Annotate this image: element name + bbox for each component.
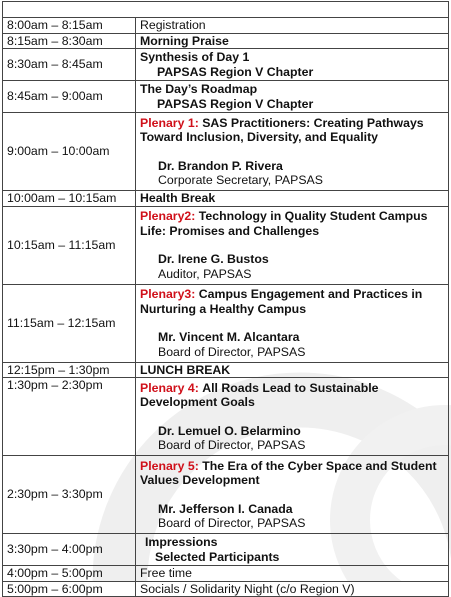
speaker-name: Mr. Vincent M. Alcantara xyxy=(158,330,300,344)
activity-cell xyxy=(136,81,449,113)
speaker-role: Board of Director, PAPSAS xyxy=(158,438,306,452)
schedule-row xyxy=(3,378,449,456)
time-cell: 8:15am – 8:30am xyxy=(3,33,136,49)
plenary-label: Plenary 4: xyxy=(140,380,199,395)
plenary-title: SAS Practitioners: Creating Pathways Toward Inclusion, Diversity, and Equality xyxy=(140,115,424,144)
time-cell: 11:15am – 12:15am xyxy=(3,284,136,362)
day-header: Day 2: June 19, 2025 (Thursday) xyxy=(3,2,449,18)
time-cell: 2:30pm – 3:30pm xyxy=(3,456,136,534)
plenary-title: Technology in Quality Student Campus Life: Promises and Challenges xyxy=(140,209,428,238)
activity-sub: Selected Participants xyxy=(155,549,280,564)
activity-cell: Socials / Solidarity Night (c/o Region V) xyxy=(136,581,449,597)
speaker-role: Board of Director, PAPSAS xyxy=(158,344,306,359)
activity-cell xyxy=(136,456,449,534)
plenary-label: Plenary 5: xyxy=(140,458,199,473)
schedule-row xyxy=(3,33,449,49)
time-cell: 9:00am – 10:00am xyxy=(3,113,136,191)
speaker-name: Dr. Brandon P. Rivera xyxy=(158,158,283,173)
plenary-label: Plenary2: xyxy=(140,209,196,223)
plenary-title: Campus Engagement and Practices in Nurturing a Healthy Campus xyxy=(140,287,423,316)
speaker-role: Corporate Secretary, PAPSAS xyxy=(158,173,323,187)
activity-cell xyxy=(136,378,449,456)
schedule-row xyxy=(3,456,449,534)
schedule-row xyxy=(3,191,449,207)
schedule-row xyxy=(3,18,449,34)
speaker-name: Dr. Irene G. Bustos xyxy=(158,252,269,266)
schedule-row xyxy=(3,81,449,113)
time-cell: 8:45am – 9:00am xyxy=(3,81,136,113)
activity-title: The Day’s Roadmap xyxy=(140,82,258,96)
schedule-row xyxy=(3,566,449,582)
plenary-label: Plenary 1: xyxy=(140,115,199,130)
time-cell: 1:30pm – 2:30pm xyxy=(3,378,136,456)
schedule-row xyxy=(3,113,449,191)
speaker-role: Auditor, PAPSAS xyxy=(158,266,252,281)
activity-title: Synthesis of Day 1 xyxy=(140,50,250,64)
activity-sub: PAPSAS Region V Chapter xyxy=(157,96,314,111)
schedule-row xyxy=(3,534,449,566)
time-cell: 12:15pm – 1:30pm xyxy=(3,362,136,378)
schedule-row xyxy=(3,362,449,378)
time-cell: 5:00pm – 6:00pm xyxy=(3,581,136,597)
time-cell: 3:30pm – 4:00pm xyxy=(3,534,136,566)
plenary-title: The Era of the Cyber Space and Student Values Development xyxy=(140,458,437,487)
time-cell: 8:30am – 8:45am xyxy=(3,49,136,81)
activity-cell: Registration xyxy=(136,18,449,34)
speaker-name: Mr. Jefferson I. Canada xyxy=(158,501,293,516)
activity-cell: LUNCH BREAK xyxy=(136,362,449,378)
plenary-title: All Roads Lead to Sustainable Development Goals xyxy=(140,380,379,409)
activity-cell xyxy=(136,284,449,362)
activity-cell: Morning Praise xyxy=(136,33,449,49)
schedule-row xyxy=(3,49,449,81)
activity-cell xyxy=(136,206,449,284)
plenary-label: Plenary3: xyxy=(140,287,196,301)
schedule-table xyxy=(2,1,449,597)
schedule-row xyxy=(3,206,449,284)
speaker-role: Board of Director, PAPSAS xyxy=(158,516,306,530)
activity-title: Impressions xyxy=(145,535,218,549)
time-cell: 4:00pm – 5:00pm xyxy=(3,566,136,582)
time-cell: 8:00am – 8:15am xyxy=(3,18,136,34)
schedule-row xyxy=(3,581,449,597)
day-header-row xyxy=(3,2,449,18)
activity-cell: Free time xyxy=(136,566,449,582)
activity-cell xyxy=(136,49,449,81)
activity-cell: Health Break xyxy=(136,191,449,207)
time-cell: 10:00am – 10:15am xyxy=(3,191,136,207)
time-cell: 10:15am – 11:15am xyxy=(3,206,136,284)
speaker-name: Dr. Lemuel O. Belarmino xyxy=(158,423,301,438)
activity-sub: PAPSAS Region V Chapter xyxy=(157,64,314,79)
activity-cell xyxy=(136,113,449,191)
activity-cell xyxy=(136,534,449,566)
schedule-row xyxy=(3,284,449,362)
